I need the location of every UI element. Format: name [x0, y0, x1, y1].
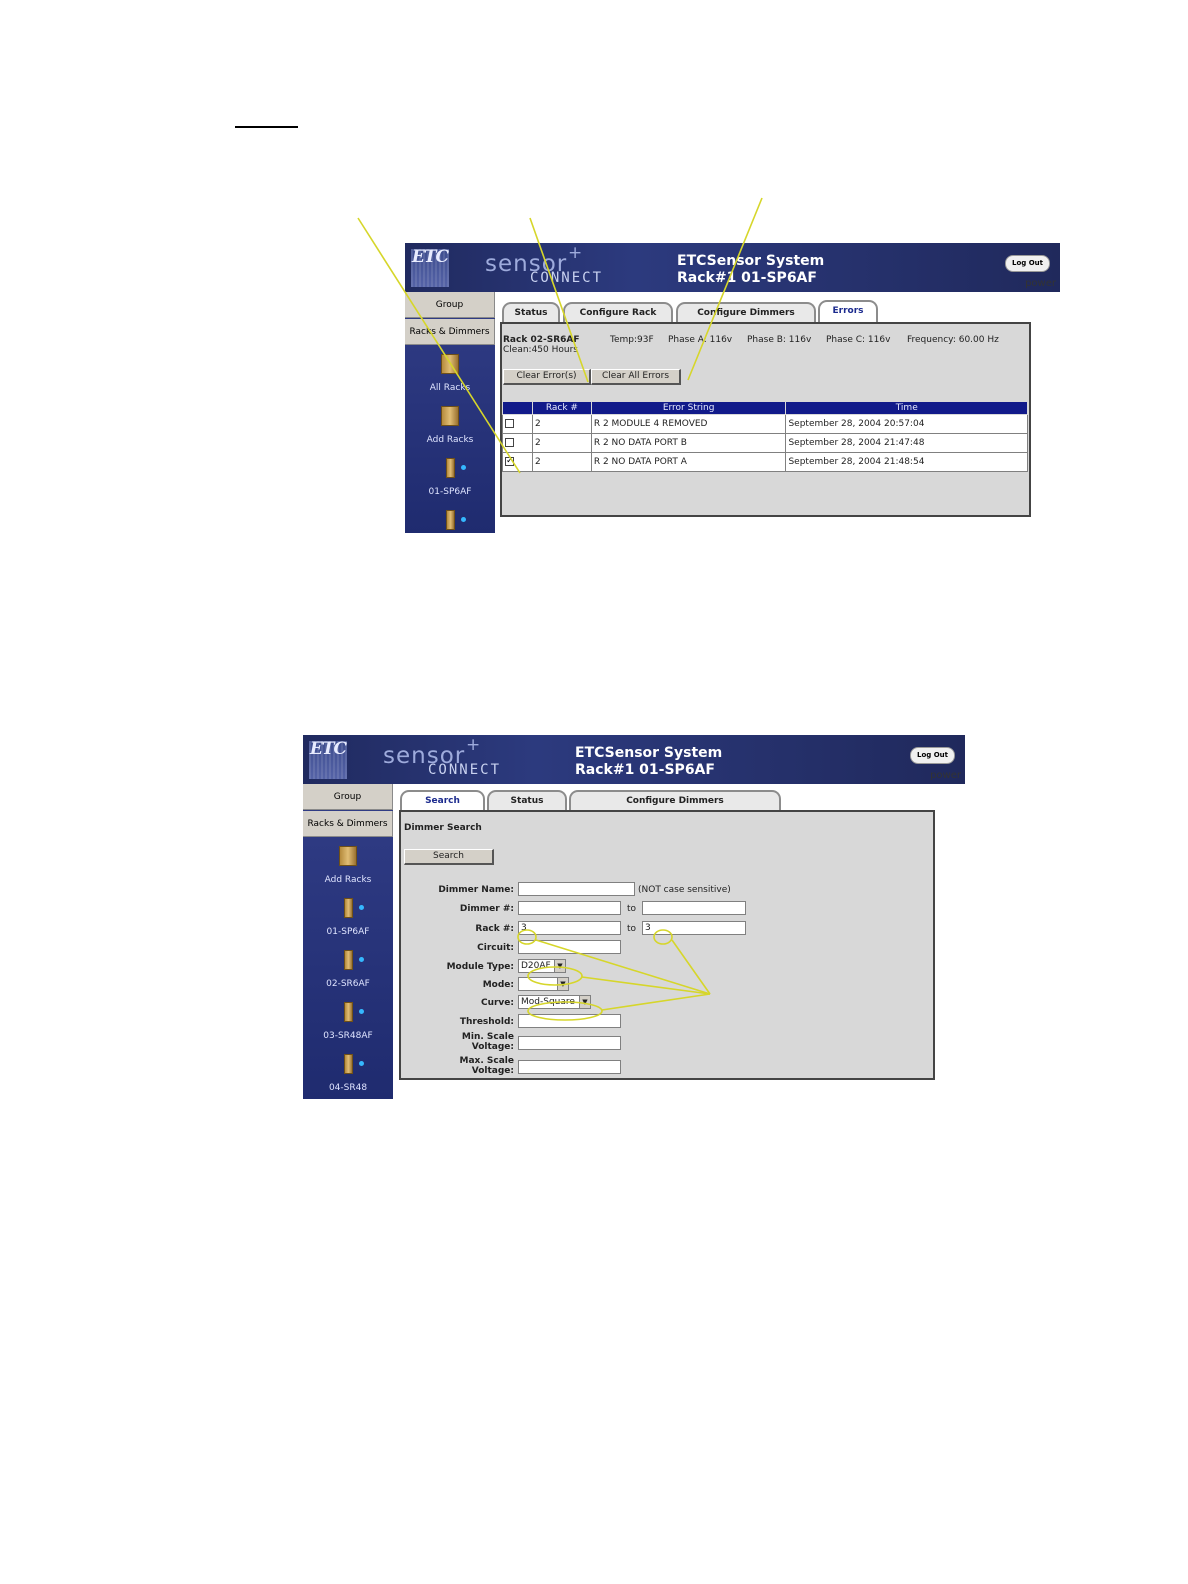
rack-icon: [446, 510, 455, 530]
rack-group-icon: [339, 846, 357, 866]
row-checkbox[interactable]: ✓: [506, 456, 514, 466]
brand-connect: CONNECT: [530, 270, 604, 286]
phase-c: Phase C: 116v: [826, 335, 891, 345]
sidebar-tab-group[interactable]: Group: [405, 292, 495, 318]
rack-icon: [446, 458, 455, 478]
sidebar-item-04-sr48[interactable]: 04-SR48: [303, 1054, 393, 1093]
min-voltage-label: Voltage:: [471, 1042, 514, 1052]
chevron-down-icon: ▼: [554, 960, 565, 972]
to-label: to: [627, 904, 637, 914]
curve-select[interactable]: Mod-Square ▼: [518, 995, 591, 1009]
dimmer-from-input[interactable]: [518, 901, 621, 915]
table-row: 2 R 2 MODULE 4 REMOVED September 28, 2004 20:57:04: [503, 415, 1028, 434]
brand-plus: +: [568, 243, 583, 263]
rack-to-input[interactable]: 3: [642, 921, 746, 935]
sidebar-item-all-racks[interactable]: All Racks: [405, 354, 495, 393]
tab-status[interactable]: Status: [502, 302, 560, 322]
sidebar-item-next[interactable]: [405, 510, 495, 533]
frequency: Frequency: 60.00 Hz: [907, 335, 999, 345]
sidebar-tab-racks-dimmers[interactable]: Racks & Dimmers: [303, 811, 393, 837]
chevron-down-icon: ▼: [557, 978, 568, 990]
etc-logo: ETC: [411, 249, 449, 287]
chevron-down-icon: ▼: [579, 996, 590, 1008]
etc-logo: ETC: [309, 741, 347, 779]
dimmer-to-input[interactable]: [642, 901, 746, 915]
dimmer-name-label: Dimmer Name:: [438, 885, 514, 895]
phase-a: Phase A: 116v: [668, 335, 733, 345]
page-rule: [235, 126, 298, 128]
rack-group-icon: [441, 354, 459, 374]
app-banner: [303, 735, 965, 784]
sidebar-item-02-sr6af[interactable]: 02-SR6AF: [303, 950, 393, 989]
rack-group-icon: [441, 406, 459, 426]
column-header: Time: [786, 402, 1028, 415]
clear-errors-button[interactable]: Clear Error(s): [503, 369, 591, 385]
sidebar-item-01-sp6af[interactable]: 01-SP6AF: [303, 898, 393, 937]
sidebar-item-01-sp6af[interactable]: 01-SP6AF: [405, 458, 495, 497]
max-scale-input[interactable]: [518, 1060, 621, 1074]
sidebar-item-add-racks[interactable]: Add Racks: [405, 406, 495, 445]
system-title: ETCSensor System Rack#1 01-SP6AF: [677, 253, 825, 286]
system-title: ETCSensor System Rack#1 01-SP6AF: [575, 745, 723, 778]
min-scale-label: Min. Scale: [461, 1032, 514, 1042]
tab-status[interactable]: Status: [487, 790, 567, 810]
errors-screenshot: [405, 243, 1060, 533]
brand-connect: CONNECT: [428, 762, 502, 778]
module-type-label: Module Type:: [446, 962, 514, 972]
brand-sensor: sensor: [485, 251, 568, 277]
dimmer-name-input[interactable]: [518, 882, 635, 896]
clean-hours: Clean:450 Hours: [503, 345, 578, 355]
rack-icon: [344, 950, 353, 970]
column-header: Error String: [591, 402, 786, 415]
rack-num-label: Rack #:: [475, 924, 514, 934]
clear-all-errors-button[interactable]: Clear All Errors: [591, 369, 681, 385]
tab-errors[interactable]: Errors: [818, 300, 878, 322]
table-row: 2 R 2 NO DATA PORT B September 28, 2004 21:47:48: [503, 434, 1028, 453]
app-banner: [405, 243, 1060, 292]
power-label: power: [930, 770, 961, 781]
tab-configure-dimmers[interactable]: Configure Dimmers: [676, 302, 816, 322]
sidebar-tab-group[interactable]: Group: [303, 784, 393, 810]
circuit-label: Circuit:: [477, 943, 514, 953]
rack-icon: [344, 898, 353, 918]
row-checkbox[interactable]: [505, 419, 514, 428]
errors-panel: [500, 322, 1031, 517]
rack-icon: [344, 1002, 353, 1022]
sidebar-item-03-sr48af[interactable]: 03-SR48AF: [303, 1002, 393, 1041]
tab-configure-dimmers[interactable]: Configure Dimmers: [569, 790, 781, 810]
circuit-input[interactable]: [518, 940, 621, 954]
tab-configure-rack[interactable]: Configure Rack: [563, 302, 673, 322]
search-panel: [399, 810, 935, 1080]
power-label: power: [1025, 278, 1056, 289]
sidebar: [303, 784, 393, 1099]
module-type-select[interactable]: D20AF ▼: [518, 959, 566, 973]
mode-select[interactable]: [518, 977, 569, 991]
logout-button[interactable]: Log Out: [910, 747, 955, 764]
table-row: ✓ 2 R 2 NO DATA PORT A September 28, 2004 21:48:54: [503, 453, 1028, 472]
to-label: to: [627, 924, 637, 934]
max-voltage-label: Voltage:: [471, 1066, 514, 1076]
brand-sensor: sensor: [383, 743, 466, 769]
brand-plus: +: [466, 735, 481, 755]
tab-search[interactable]: Search: [400, 790, 485, 812]
logout-button[interactable]: Log Out: [1005, 255, 1050, 272]
temperature: Temp:93F: [610, 335, 654, 345]
max-scale-label: Max. Scale: [459, 1056, 514, 1066]
threshold-input[interactable]: [518, 1014, 621, 1028]
search-screenshot: [303, 735, 965, 1099]
min-scale-input[interactable]: [518, 1036, 621, 1050]
column-header: Rack #: [532, 402, 591, 415]
rack-from-input[interactable]: 3: [518, 921, 621, 935]
row-checkbox[interactable]: [505, 438, 514, 447]
rack-icon: [344, 1054, 353, 1074]
threshold-label: Threshold:: [459, 1017, 514, 1027]
curve-label: Curve:: [480, 998, 514, 1008]
errors-table: [502, 401, 1028, 472]
search-button[interactable]: Search: [404, 849, 494, 865]
sidebar-tab-racks-dimmers[interactable]: Racks & Dimmers: [405, 319, 495, 345]
sidebar-item-add-racks[interactable]: Add Racks: [303, 846, 393, 885]
dimmer-num-label: Dimmer #:: [459, 904, 514, 914]
mode-label: Mode:: [482, 980, 514, 990]
table-header: [503, 402, 1028, 415]
case-note: (NOT case sensitive): [638, 885, 731, 895]
search-heading: Dimmer Search: [404, 823, 482, 833]
rack-name: Rack 02-SR6AF: [503, 335, 580, 345]
phase-b: Phase B: 116v: [747, 335, 812, 345]
sidebar: [405, 292, 495, 533]
